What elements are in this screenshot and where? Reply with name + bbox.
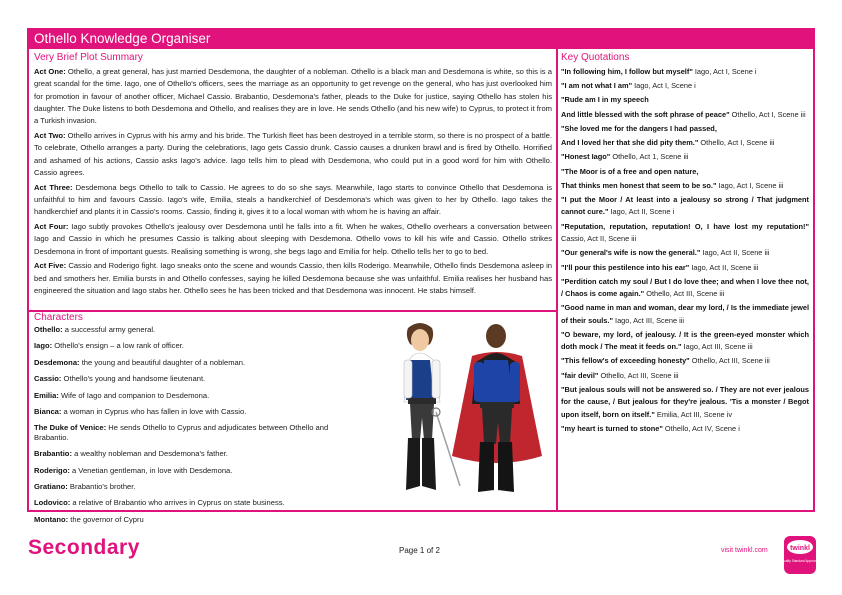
quote-item: [561, 180, 809, 192]
quote-item: [561, 194, 809, 219]
character-item-text: Brabantio's brother.: [67, 482, 136, 492]
quote-item-text: Othello, Act III, Scene iii: [689, 356, 770, 366]
characters-list: [34, 325, 364, 531]
character-item: [34, 466, 364, 476]
quote-item: [561, 262, 809, 274]
quotes-list: [561, 66, 809, 437]
quote-item: [561, 123, 809, 135]
act-label: Act Three:: [34, 182, 73, 192]
quote-item-label: And I loved her that she did pity them.": [561, 138, 699, 148]
twinkl-link[interactable]: visit twinkl.com: [721, 547, 768, 554]
quote-item-label: "O beware, my lord, of jealousy. / It is the green-eyed monster which doth mock / The meat it feeds on.": [561, 329, 809, 352]
character-item-text: a successful army general.: [62, 325, 156, 334]
quote-item: [561, 137, 809, 149]
quote-item: [561, 66, 809, 78]
character-item: [34, 391, 364, 401]
character-item-label: Bianca:: [34, 406, 62, 416]
quote-item-text: Othello, Act III, Scene iii: [644, 289, 725, 299]
quotes-heading: Key Quotations: [561, 52, 630, 63]
character-item-label: The Duke of Venice:: [34, 423, 107, 433]
character-item-label: Emilia:: [34, 390, 59, 400]
character-item-label: Lodovico:: [34, 498, 71, 508]
quote-item-label: "Perdition catch my soul / But I do love thee; and when I love thee not, / Chaos is come again.": [561, 276, 809, 299]
plot-act: [34, 260, 552, 297]
act-text: Desdemona begs Othello to talk to Cassio. He agrees to do so she says. Meanwhile, Iago starts to convince Othello that Desdemona is unfaithful to him and favours Cassio. Iago's wife, Emilia, steals a handkerchief of Desdemona's which was given to her by Othello. Iago takes the handkerchief and plants it in Cassio's rooms. Cassio, finding it, gives it to a local woman with whom he is having an affair.: [34, 182, 552, 217]
quote-item-text: Iago, Act III, Scene iii: [681, 342, 753, 352]
column-divider: [556, 49, 558, 512]
character-item-label: Desdemona:: [34, 357, 80, 367]
character-item: [34, 341, 364, 351]
quote-item-label: "In following him, I follow but myself": [561, 67, 693, 76]
quote-item-label: "I put the Moor / At least into a jealousy so strong / That judgment cannot cure.": [561, 195, 809, 217]
act-label: Act Five:: [34, 261, 67, 271]
character-item-label: Gratiano:: [34, 482, 68, 492]
quote-item-text: Iago, Act II, Scene iii: [700, 248, 770, 258]
character-item: [34, 498, 364, 508]
plot-act: [34, 182, 552, 219]
iago-figure: [404, 323, 460, 490]
quote-item: [561, 151, 809, 163]
quote-item-text: Iago, Act III, Scene iii: [612, 315, 685, 325]
quote-item-label: "Good name in man and woman, dear my lord, / Is the immediate jewel of their souls.": [561, 303, 809, 325]
section-divider: [27, 310, 557, 312]
quote-item: [561, 276, 809, 301]
quote-item: [561, 109, 809, 121]
quote-item: [561, 355, 809, 367]
quote-item-text: Iago, Act I, Scene i: [632, 81, 696, 91]
character-item: [34, 515, 364, 525]
quote-item-label: "Reputation, reputation, reputation! O, I have lost my reputation!": [561, 221, 809, 231]
quote-item: [561, 370, 809, 382]
plot-act: [34, 130, 552, 179]
quote-item: [561, 80, 809, 92]
quote-item-label: "my heart is turned to stone": [561, 423, 663, 433]
othello-figure: [452, 324, 542, 492]
quote-item-label: "fair devil": [561, 370, 599, 380]
plot-act: [34, 66, 552, 127]
characters-heading: Characters: [34, 312, 83, 323]
quote-item-label: "The Moor is of a free and open nature,: [561, 166, 699, 176]
quote-item-text: Emilia, Act III, Scene iv: [654, 409, 733, 419]
quote-item-label: "I'll pour this pestilence into his ear": [561, 262, 690, 272]
character-item: [34, 325, 364, 335]
character-item-text: He sends Othello to Cyprus and adjudicates between Othello and Brabantio.: [34, 423, 329, 442]
character-item: [34, 374, 364, 384]
character-item-text: Wife of Iago and companion to Desdemona.: [58, 390, 210, 400]
logo-text: twinkl: [790, 545, 810, 552]
act-text: Iago subtly provokes Othello's jealousy over Desdemona until he falls into a fit. When he wakes, Othello overhears a conversation between Iago and Cassio in which he presumes Cassio is talking about sleeping with Desdemona. Othello vows to kill his wife and Cassio. Othello strikes Desdemona in front of important guests. Realising something is wrong, she begs Iago and Emilia for help. Othello tells her to go to bed.: [34, 222, 552, 256]
quote-item-label: "Our general's wife is now the general.": [561, 248, 701, 258]
quote-item-label: "Honest Iago": [561, 152, 611, 162]
character-item-label: Iago:: [34, 341, 53, 351]
quote-item: [561, 384, 809, 421]
character-item-text: a woman in Cyprus who has fallen in love with Cassio.: [61, 406, 247, 416]
quote-item: [561, 166, 809, 178]
character-item-text: a wealthy nobleman and Desdemona's father.: [71, 449, 228, 459]
quote-item: [561, 247, 809, 259]
act-text: Othello arrives in Cyprus with his army and his bride. The Turkish fleet has been destroyed in a terrible storm, so there is no prospect of a battle. To celebrate, Othello arranges a party. During the celebrations, Iago gets Cassio drunk. Cassio causes a drunken brawl and is fired by Othello. Horrified and ashamed of his actions, Cassio asks Iago's advice. Iago tells him to plead with Desdemona, who could put in a good word for him with Othello. Cassio agrees.: [34, 130, 553, 177]
character-item-text: the governor of Cypru: [68, 514, 144, 524]
act-text: Cassio and Roderigo fight. Iago sneaks onto the scene and wounds Cassio, then kills Roderigo. Meanwhile, Othello finds Desdemona asleep in bed and smothers her. Emilia bursts in and Othello confesses, saying he killed Desdemona because she was unfaithful. Emilia realises her husband has engineered the situation and Iago stabs her. Othello sees he has been tricked and that Desdemona was innocent. He stabs himself.: [34, 261, 552, 296]
character-item-label: Cassio:: [34, 374, 62, 384]
character-item-label: Brabantio:: [34, 449, 72, 459]
character-item-label: Othello:: [34, 325, 63, 334]
quote-item-text: Othello, Act IV, Scene i: [662, 423, 740, 433]
quote-item-text: Iago, Act I, Scene iii: [716, 180, 784, 190]
othello-iago-illustration: [372, 316, 552, 510]
twinkl-logo: [780, 535, 820, 575]
quote-item: [561, 423, 809, 435]
plot-summary: [34, 66, 552, 300]
quote-item-text: Othello, Act 1, Scene iii: [610, 152, 689, 162]
character-item-text: Othello's ensign – a low rank of officer.: [52, 341, 184, 351]
quote-item: [561, 94, 809, 106]
character-item-label: Montano:: [34, 514, 69, 524]
quote-item-label: And little blessed with the soft phrase of peace": [561, 109, 730, 119]
quote-item-text: Iago, Act II, Scene i: [608, 207, 675, 217]
quote-item-text: Iago, Act II, Scene iii: [689, 262, 759, 272]
character-item-text: a Venetian gentleman, in love with Desdemona.: [69, 465, 233, 475]
character-item-text: Othello's young and handsome lieutenant.: [61, 374, 206, 384]
quote-item-label: That thinks men honest that seem to be so.": [561, 180, 717, 190]
quote-item: [561, 302, 809, 327]
quote-item: [561, 221, 809, 246]
quote-item-label: "I am not what I am": [561, 81, 633, 91]
quote-item: [561, 329, 809, 354]
character-item: [34, 482, 364, 492]
character-item: [34, 358, 364, 368]
character-item-label: Roderigo:: [34, 465, 70, 475]
quote-item-text: Othello, Act I, Scene iii: [729, 109, 806, 119]
brand-secondary: Secondary: [28, 536, 140, 559]
character-item-text: the young and beautiful daughter of a nobleman.: [79, 357, 246, 367]
plot-heading: Very Brief Plot Summary: [34, 52, 143, 63]
quote-item-text: Othello, Act III, Scene iii: [598, 370, 679, 380]
character-item: [34, 449, 364, 459]
act-label: Act Four:: [34, 222, 69, 232]
quote-item-label: "This fellow's of exceeding honesty": [561, 356, 690, 366]
logo-badge-text: Quality Standard Approved: [780, 559, 820, 563]
quote-item-text: Cassio, Act II, Scene iii: [561, 234, 637, 244]
page-number: Page 1 of 2: [399, 546, 440, 555]
quote-item-label: "But jealous souls will not be answered so. / They are not ever jealous for the cause, / But jealous for they're jealous. 'Tis a monster / Begot upon itself, born on itself.": [561, 384, 809, 419]
act-label: Act Two:: [34, 130, 66, 140]
act-text: Othello, a great general, has just married Desdemona, the daughter of a nobleman. Othello is a black man and Desdemona is white, so this is a great scandal for the time. Iago, one of Othello's officers, sees the marriage as an opportunity to get revenge on the general, who has just overlooked him for promotion in favour of another officer, Michael Cassio. Brabantio, Desdemona's father, pleads to the Duke for justice, saying Othello has stolen his daughter. The Duke listens to both Desdemona and Othello, and realises they are in love. He sends Othello (and his new wife) to Cyprus, to protect it from a Turkish invasion.: [34, 67, 552, 126]
page-title: Othello Knowledge Organiser: [27, 28, 815, 49]
quote-item-label: "She loved me for the dangers I had passed,: [561, 123, 717, 133]
act-label: Act One:: [34, 67, 66, 76]
quote-item-text: Othello, Act I, Scene iii: [698, 138, 775, 148]
plot-act: [34, 221, 552, 258]
character-item: [34, 407, 364, 417]
character-item: [34, 423, 364, 442]
quote-item-text: Iago, Act I, Scene i: [692, 67, 757, 76]
character-item-text: a relative of Brabantio who arrives in Cyprus on state business.: [70, 498, 285, 508]
quote-item-label: "Rude am I in my speech: [561, 95, 649, 105]
